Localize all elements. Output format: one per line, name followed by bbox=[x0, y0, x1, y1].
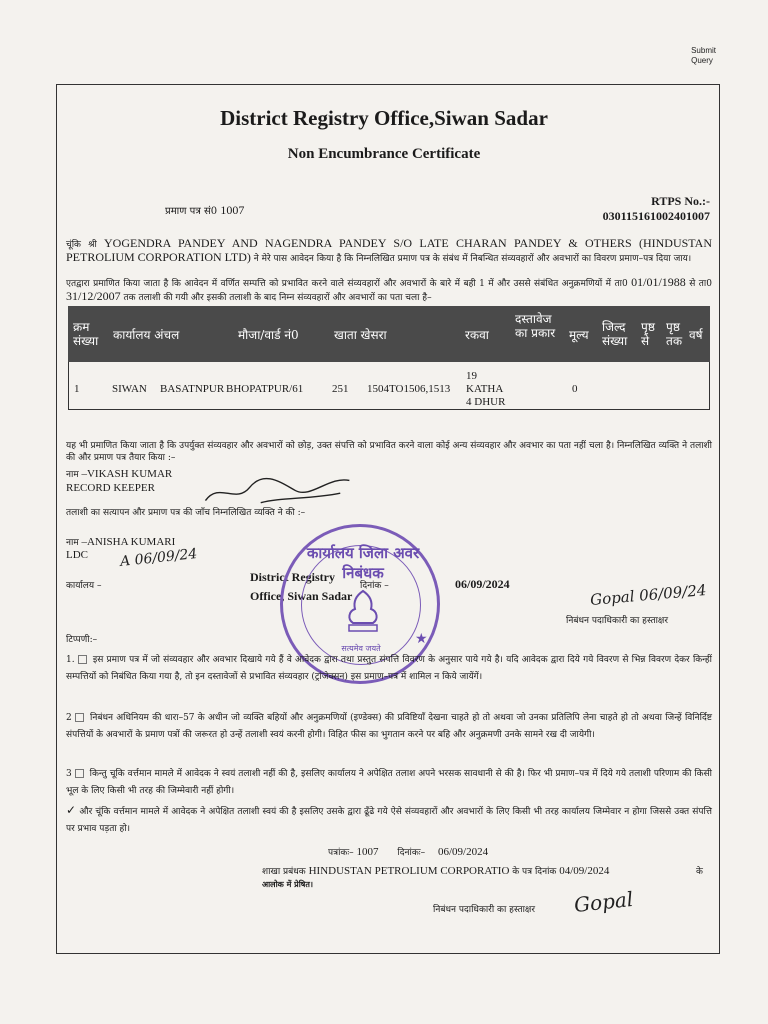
verification-text: तलाशी का सत्यापन और प्रमाण पत्र की जाँच निम्नलिखित व्यक्ति ने की :– bbox=[66, 508, 306, 518]
branch-line bbox=[262, 864, 609, 877]
search-end: तक तलाशी की गयी और इसकी तलाशी के बाद निम्न संव्यवहारों और अवभारों का पता चला है– bbox=[123, 293, 432, 303]
rtps-block bbox=[603, 194, 710, 224]
ldc-name bbox=[66, 535, 175, 548]
submit-label: Submit bbox=[691, 46, 716, 55]
seal-text: कार्यालय जिला अवर निबंधक bbox=[306, 544, 420, 582]
remark-3-text: किन्तु चूकि वर्त्तमान मामले में आवेदक ने स्वयं तलाशी नहीं की है, इसलिए कार्यालय ने अपेक्षित तलाश अपने भरसक सावधानी से की है। फिर भी प्रमाण–पत्र में दिये गये तलाशी परिणाम की किसी भूल के लिए किसी भी तरह की जिम्मेवारी नहीं होगी। bbox=[66, 769, 712, 796]
patrank bbox=[328, 845, 488, 858]
certificate-number-label: प्रमाण पत्र सं0 bbox=[165, 206, 218, 217]
letter-date-label: के पत्र दिनांक bbox=[512, 867, 557, 877]
col-year: वर्ष bbox=[689, 328, 703, 342]
footer-sign-label: निबंधन पदाधिकारी का हस्ताक्षर bbox=[433, 905, 536, 915]
intro-prefix: चूंकि श्री bbox=[66, 240, 97, 250]
ldc-signature: A 06/09/24 bbox=[119, 545, 199, 571]
col-khata: खाता खेसरा bbox=[334, 328, 387, 342]
remark-4-text: और चूंकि वर्त्तमान मामले में आवेदक ने अपेक्षित तलाशी स्वयं की है इसलिए उसके द्वारा ढूँढे गये ऐसे संव्यवहारों और अवभारों के लिए किसी भी तरह कार्यालय जिम्मेवार न होगा जिससे उक्त संपत्ति पर प्रभाव पड़ता हो। bbox=[66, 807, 712, 834]
search-text: एतद्वारा प्रमाणित किया जाता है कि आवेदन में वर्णित सम्पत्ति को प्रभावित करने वाले संव्यवहारों और अवभारों के बारे में बही 1 में और उससे संबंधित अनुक्रमणियों में ता0 bbox=[66, 279, 628, 289]
intro-paragraph bbox=[66, 237, 712, 265]
certification-text: यह भी प्रमाणित किया जाता है कि उपर्युक्त संव्यवहार और अवभारों को छोड़, उक्त संपत्ति को प्रभावित करने वाला कोई अन्य संव्यवहार और अवभार का पता नहीं चला है। निम्नलिखित व्यक्ति ने तलाशी की और प्रमाण पत्र तैयार किया :– bbox=[66, 441, 712, 463]
row-khata: 251 bbox=[332, 383, 349, 395]
rtps-number: 030115161002401007 bbox=[602, 209, 710, 223]
applicant-name: YOGENDRA PANDEY AND NAGENDRA PANDEY S/O LATE CHARAN PANDEY & OTHERS (HINDUSTAN PETROLIUM CORPORATION LTD) bbox=[66, 236, 712, 264]
office-name-line2: Office, Siwan Sadar bbox=[250, 589, 353, 603]
dinank-value: 06/09/2024 bbox=[437, 846, 489, 858]
emblem-icon bbox=[339, 587, 387, 639]
record-keeper-name bbox=[66, 467, 172, 480]
remark-3-checkbox bbox=[75, 769, 84, 778]
search-paragraph bbox=[66, 276, 712, 304]
remark-1-checkbox bbox=[78, 655, 87, 664]
col-office: कार्यालय अंचल bbox=[113, 328, 180, 342]
col-page-to: पृष्ठ तक bbox=[666, 320, 683, 348]
col-volume: जिल्द संख्या bbox=[602, 320, 628, 348]
remark-4-tick-icon: ✓ bbox=[66, 803, 77, 817]
intro-suffix: ने मेरे पास आवेदन किया है कि निम्नलिखित प्रमाण पत्र के संबंध में निबन्धित संव्यवहारों और अवभारों का विवरण प्रमाण–पत्र दिया जाय। bbox=[253, 254, 692, 264]
letter-date: 04/09/2024 bbox=[559, 865, 610, 877]
remark-1 bbox=[66, 652, 712, 686]
office-label: कार्यालय – bbox=[66, 581, 102, 591]
col-area: रकवा bbox=[465, 328, 489, 342]
issue-date: 06/09/2024 bbox=[455, 577, 510, 591]
col-page-from: पृष्ठ से bbox=[641, 320, 655, 348]
remark-4 bbox=[66, 802, 712, 838]
remark-2-checkbox bbox=[75, 713, 84, 722]
keeper-name-label: नाम bbox=[66, 470, 79, 480]
remarks-heading: टिप्पणी:– bbox=[66, 635, 98, 645]
patrank-label: पत्रांकः– bbox=[328, 848, 354, 858]
search-mid: से ता0 bbox=[689, 279, 712, 289]
certificate-number bbox=[165, 203, 244, 218]
ldc-designation: LDC bbox=[66, 549, 88, 561]
ldc-name-value: –ANISHA KUMARI bbox=[81, 536, 176, 548]
remark-2-number: 2 bbox=[66, 713, 72, 723]
ldc-name-label: नाम bbox=[66, 538, 79, 548]
row-value: 0 bbox=[572, 383, 578, 395]
registrar-label: निबंधन पदाधिकारी का हस्ताक्षर bbox=[566, 616, 669, 626]
registrar-signature: Gopal 06/09/24 bbox=[589, 580, 708, 610]
remark-1-text: इस प्रमाण पत्र में जो संव्यवहार और अवभार दिखाये गये हैं वे आवेदक द्वारा तथा प्रस्तुत संपत्ति विवरण के अनुसार पाये गये है। यदि आवेदक द्वारा दिये गये विवरण से भिन्न विवरण देकर किन्हीं सम्पत्तियों को निबंधित किया गया है, तो इन दस्तावेजों से प्रभावित संव्यवहार (ट्रांजेक्सन) इस प्रमाण–पत्र में शामिल न किये जायेंगें। bbox=[66, 655, 712, 682]
remark-2-text: निबंधन अधिनियम की धारा–57 के अधीन जो व्यक्ति बहियों और अनुक्रमणियों (इण्डेक्स) की प्रविष्टियाँ देखना चाहते हो तो अथवा जो उनका प्रतिलिपि लेना चाहते हो तो अथवा जिन्हें विनिर्दिष्ट संपत्तियों के अवभारों के प्रमाण पत्रों की जरूरत हो उन्हें तलाशी स्वयं करनी होगी। विहित फीस का भुगतान करने पर बहि और अनुक्रमणी उनके सामने रख दी जायेगी। bbox=[66, 713, 712, 740]
row-khesra: 1504TO1506,1513 bbox=[367, 383, 451, 395]
office-title: District Registry Office,Siwan Sadar bbox=[220, 106, 548, 130]
row-area-1: 19 bbox=[466, 370, 477, 382]
certificate-title: Non Encumbrance Certificate bbox=[287, 146, 481, 162]
col-mauza: मौजा/वार्ड नं0 bbox=[238, 328, 299, 342]
dinank-label: दिनांकः– bbox=[397, 848, 426, 858]
patrank-value: 1007 bbox=[356, 846, 379, 858]
keeper-name: –VIKASH KUMAR bbox=[81, 468, 173, 480]
date-from: 01/01/1988 bbox=[631, 275, 686, 289]
row-circle: BASATNPUR bbox=[160, 383, 225, 395]
date-label: दिनांक – bbox=[360, 581, 389, 591]
rtps-label: RTPS No.:- bbox=[651, 194, 710, 208]
branch-label: शाखा प्रबंधक bbox=[262, 867, 306, 877]
date-to: 31/12/2007 bbox=[66, 289, 121, 303]
row-office: SIWAN bbox=[112, 383, 147, 395]
remark-1-number: 1. bbox=[66, 655, 75, 665]
certificate-number-value: 1007 bbox=[220, 203, 245, 217]
row-mauza: BHOPATPUR/61 bbox=[226, 383, 304, 395]
seal-motto: सत्यमेव जयते bbox=[341, 644, 381, 653]
submit-query-note bbox=[691, 46, 716, 66]
row-serial: 1 bbox=[74, 383, 80, 395]
query-label: Query bbox=[691, 56, 713, 65]
footer-signature: Gopal bbox=[572, 886, 635, 918]
office-name-line1: District Registry bbox=[250, 570, 335, 584]
col-value: मूल्य bbox=[569, 328, 589, 342]
sent-text: आलोक में प्रेषित। bbox=[262, 879, 314, 889]
remark-3 bbox=[66, 766, 712, 800]
col-serial: क्रम संख्या bbox=[73, 320, 99, 348]
branch-name: HINDUSTAN PETROLIUM CORPORATIO bbox=[308, 865, 510, 877]
ke-text: के bbox=[696, 867, 703, 877]
col-doc-type: दस्तावेज का प्रकार bbox=[515, 312, 556, 340]
remark-3-number: 3 bbox=[66, 769, 72, 779]
remark-2 bbox=[66, 710, 712, 744]
record-keeper-designation: RECORD KEEPER bbox=[66, 482, 155, 494]
row-area-3: 4 DHUR bbox=[466, 396, 506, 408]
seal-star-icon: ★ bbox=[415, 631, 428, 647]
row-area-2: KATHA bbox=[466, 383, 504, 395]
